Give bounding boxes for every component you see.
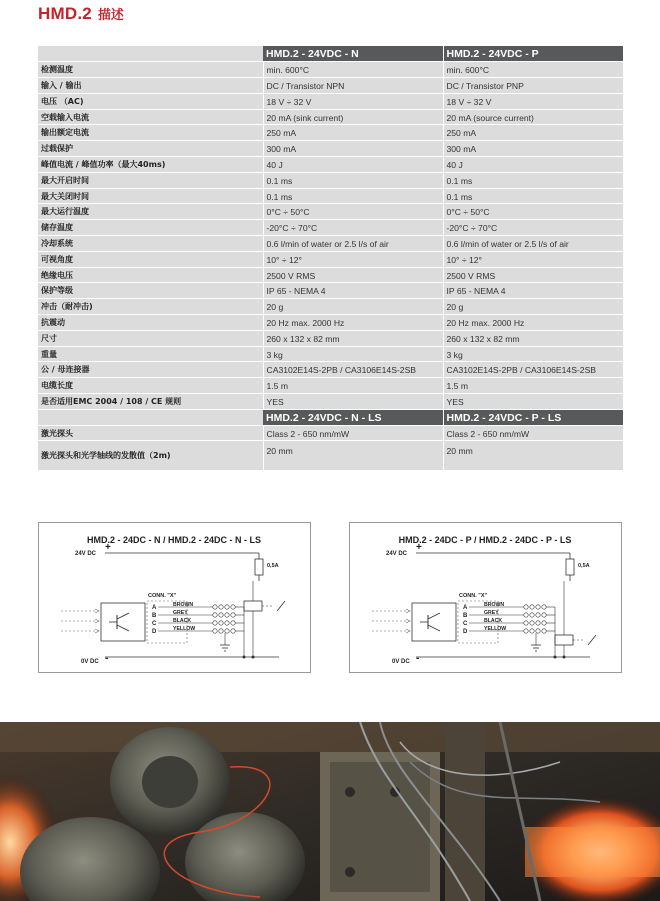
pin-label: C bbox=[463, 621, 468, 627]
pin-label: C bbox=[152, 621, 157, 627]
terminal-icon bbox=[530, 605, 534, 609]
table-row bbox=[38, 283, 623, 299]
terminal-icon bbox=[524, 621, 528, 625]
row-label: 最大关闭时间 bbox=[38, 188, 263, 204]
arrow-icon bbox=[406, 619, 410, 623]
value-p: 20 mm bbox=[443, 441, 623, 471]
value-p: 3 kg bbox=[443, 346, 623, 362]
wire-color-label: BLACK bbox=[173, 618, 192, 624]
arrow-icon bbox=[406, 629, 410, 633]
row-label: 绝缘电压 bbox=[38, 267, 263, 283]
value-p: -20°C ÷ 70°C bbox=[443, 220, 623, 236]
row-label: 检测温度 bbox=[38, 62, 263, 78]
arrow-icon bbox=[95, 629, 99, 633]
arrow-icon bbox=[406, 609, 410, 613]
terminal-icon bbox=[542, 621, 546, 625]
value-n: 300 mA bbox=[263, 141, 443, 157]
diagram-title: HMD.2 - 24DC - N / HMD.2 - 24DC - N - LS bbox=[86, 535, 262, 545]
value-n: 20 Hz max. 2000 Hz bbox=[263, 315, 443, 331]
row-label: 可视角度 bbox=[38, 251, 263, 267]
label-24v: 24V DC bbox=[386, 551, 408, 557]
wire-color-label: BROWN bbox=[173, 602, 194, 608]
terminal-icon bbox=[231, 621, 235, 625]
ls-column-header-n: HMD.2 - 24VDC - N - LS bbox=[263, 409, 443, 425]
wire-color-label: GREY bbox=[173, 610, 188, 616]
transistor-collector bbox=[428, 613, 440, 619]
value-p: 40 J bbox=[443, 157, 623, 173]
table-row bbox=[38, 330, 623, 346]
pin-label: A bbox=[152, 605, 157, 611]
transistor-emitter bbox=[117, 625, 129, 631]
wire-color-label: YELLOW bbox=[173, 626, 196, 632]
value-n: min. 600°C bbox=[263, 62, 443, 78]
value-n: 0.6 l/min of water or 2.5 l/s of air bbox=[263, 236, 443, 252]
transistor-collector bbox=[117, 613, 129, 619]
table-row bbox=[38, 394, 623, 410]
row-label: 冷却系统 bbox=[38, 236, 263, 252]
table-row bbox=[38, 362, 623, 378]
value-p: 0°C ÷ 50°C bbox=[443, 204, 623, 220]
value-p: min. 600°C bbox=[443, 62, 623, 78]
value-p: 300 mA bbox=[443, 141, 623, 157]
value-p: 20 mA (source current) bbox=[443, 109, 623, 125]
table-header bbox=[38, 46, 623, 62]
table-row bbox=[38, 236, 623, 252]
terminal-icon bbox=[530, 613, 534, 617]
ls-column-header-p: HMD.2 - 24VDC - P - LS bbox=[443, 409, 623, 425]
table-row bbox=[38, 109, 623, 125]
value-n: 40 J bbox=[263, 157, 443, 173]
photo-illustration bbox=[0, 722, 660, 901]
terminal-icon bbox=[536, 621, 540, 625]
row-label: 尺寸 bbox=[38, 330, 263, 346]
wire-color-label: BLACK bbox=[484, 618, 503, 624]
label-0v: 0V DC bbox=[81, 659, 99, 665]
terminal-icon bbox=[219, 621, 223, 625]
plus-sign: + bbox=[416, 542, 422, 553]
row-label: 最大运行温度 bbox=[38, 204, 263, 220]
table-row bbox=[38, 425, 623, 441]
connector-label: CONN. "X" bbox=[148, 593, 177, 599]
table-row bbox=[38, 62, 623, 78]
fuse-icon bbox=[255, 559, 263, 575]
value-n: 20 mm bbox=[263, 441, 443, 471]
title-model: HMD.2 bbox=[38, 4, 92, 23]
sensor-box bbox=[412, 603, 456, 641]
table-row bbox=[38, 441, 623, 471]
value-n: 20 g bbox=[263, 299, 443, 315]
terminal-icon bbox=[524, 613, 528, 617]
value-n: 0.1 ms bbox=[263, 172, 443, 188]
value-n: 250 mA bbox=[263, 125, 443, 141]
wiring-diagram-n bbox=[38, 522, 311, 673]
value-p: 0.6 l/min of water or 2.5 l/s of air bbox=[443, 236, 623, 252]
row-label: 储存温度 bbox=[38, 220, 263, 236]
row-label: 冲击（耐冲击) bbox=[38, 299, 263, 315]
steel-mill-photo bbox=[0, 722, 660, 901]
diagram-svg bbox=[350, 523, 621, 672]
row-label: 输出额定电流 bbox=[38, 125, 263, 141]
value-n: DC / Transistor NPN bbox=[263, 78, 443, 94]
terminal-icon bbox=[542, 629, 546, 633]
connector-label: CONN. "X" bbox=[459, 593, 488, 599]
arrow-icon bbox=[95, 609, 99, 613]
table-row bbox=[38, 267, 623, 283]
terminal-icon bbox=[542, 613, 546, 617]
pin-label: B bbox=[463, 613, 468, 619]
pin-label: D bbox=[463, 629, 468, 635]
wire-color-label: YELLOW bbox=[484, 626, 507, 632]
terminal-icon bbox=[219, 613, 223, 617]
value-n: 260 x 132 x 82 mm bbox=[263, 330, 443, 346]
transistor-emitter bbox=[428, 625, 440, 631]
table-row bbox=[38, 93, 623, 109]
table-row bbox=[38, 172, 623, 188]
relay-coil-icon bbox=[244, 601, 262, 611]
value-n: 1.5 m bbox=[263, 378, 443, 394]
value-p: 260 x 132 x 82 mm bbox=[443, 330, 623, 346]
title-description: 描述 bbox=[97, 8, 124, 23]
terminal-icon bbox=[219, 629, 223, 633]
value-n: Class 2 - 650 nm/mW bbox=[263, 425, 443, 441]
value-n: 2500 V RMS bbox=[263, 267, 443, 283]
terminal-icon bbox=[530, 629, 534, 633]
header-blank bbox=[38, 409, 263, 425]
row-label: 抗震动 bbox=[38, 315, 263, 331]
value-p: 250 mA bbox=[443, 125, 623, 141]
diagram-title: HMD.2 - 24DC - P / HMD.2 - 24DC - P - LS bbox=[398, 535, 572, 545]
terminal-icon bbox=[225, 613, 229, 617]
column-header-p: HMD.2 - 24VDC - P bbox=[443, 46, 623, 62]
terminal-icon bbox=[213, 613, 217, 617]
value-p: YES bbox=[443, 394, 623, 410]
table-row bbox=[38, 251, 623, 267]
row-label: 公 / 母连接器 bbox=[38, 362, 263, 378]
pin-label: D bbox=[152, 629, 157, 635]
terminal-icon bbox=[536, 629, 540, 633]
terminal-icon bbox=[524, 629, 528, 633]
value-p: 0.1 ms bbox=[443, 172, 623, 188]
row-label: 激光探头 bbox=[38, 425, 263, 441]
row-label: 激光探头和光学轴线的发散值（2m) bbox=[38, 441, 263, 471]
table-row bbox=[38, 299, 623, 315]
table-row bbox=[38, 188, 623, 204]
wiring-diagram-p bbox=[349, 522, 622, 673]
value-p: IP 65 - NEMA 4 bbox=[443, 283, 623, 299]
row-label: 峰值电流 / 峰值功率（最大40ms) bbox=[38, 157, 263, 173]
column-header-n: HMD.2 - 24VDC - N bbox=[263, 46, 443, 62]
row-label: 是否适用EMC 2004 / 108 / CE 规则 bbox=[38, 394, 263, 410]
table-row bbox=[38, 78, 623, 94]
row-label: 保护等级 bbox=[38, 283, 263, 299]
label-24v: 24V DC bbox=[75, 551, 97, 557]
fuse-icon bbox=[566, 559, 574, 575]
value-n: IP 65 - NEMA 4 bbox=[263, 283, 443, 299]
junction-dot bbox=[563, 656, 566, 659]
fuse-label: 0,5A bbox=[578, 563, 590, 569]
minus-sign: - bbox=[105, 653, 109, 664]
value-p: 0.1 ms bbox=[443, 188, 623, 204]
row-label: 输入 / 输出 bbox=[38, 78, 263, 94]
junction-dot bbox=[243, 656, 246, 659]
junction-dot bbox=[554, 656, 557, 659]
wire-color-label: BROWN bbox=[484, 602, 505, 608]
terminal-icon bbox=[542, 605, 546, 609]
value-p: CA3102E14S-2PB / CA3106E14S-2SB bbox=[443, 362, 623, 378]
relay-contact-icon bbox=[588, 635, 596, 645]
terminal-icon bbox=[524, 605, 528, 609]
value-n: 0°C ÷ 50°C bbox=[263, 204, 443, 220]
terminal-icon bbox=[231, 629, 235, 633]
value-p: 2500 V RMS bbox=[443, 267, 623, 283]
terminal-icon bbox=[213, 621, 217, 625]
row-label: 重量 bbox=[38, 346, 263, 362]
value-n: YES bbox=[263, 394, 443, 410]
value-n: -20°C ÷ 70°C bbox=[263, 220, 443, 236]
sensor-box bbox=[101, 603, 145, 641]
terminal-icon bbox=[536, 605, 540, 609]
table-row bbox=[38, 315, 623, 331]
value-p: 10° ÷ 12° bbox=[443, 251, 623, 267]
terminal-icon bbox=[231, 613, 235, 617]
table-row bbox=[38, 125, 623, 141]
row-label: 电缆长度 bbox=[38, 378, 263, 394]
row-label: 空载输入电流 bbox=[38, 109, 263, 125]
value-p: 20 Hz max. 2000 Hz bbox=[443, 315, 623, 331]
table-row bbox=[38, 220, 623, 236]
header-blank bbox=[38, 46, 263, 62]
pin-label: B bbox=[152, 613, 157, 619]
terminal-icon bbox=[225, 605, 229, 609]
terminal-icon bbox=[213, 605, 217, 609]
value-p: Class 2 - 650 nm/mW bbox=[443, 425, 623, 441]
page-title bbox=[38, 4, 124, 26]
row-label: 过载保护 bbox=[38, 141, 263, 157]
table-row bbox=[38, 157, 623, 173]
plus-sign: + bbox=[105, 542, 111, 553]
diagram-svg bbox=[39, 523, 310, 672]
spec-table bbox=[38, 46, 623, 471]
ls-table-header bbox=[38, 409, 623, 425]
row-label: 电压 （AC) bbox=[38, 93, 263, 109]
value-p: 20 g bbox=[443, 299, 623, 315]
value-p: 1.5 m bbox=[443, 378, 623, 394]
value-n: CA3102E14S-2PB / CA3106E14S-2SB bbox=[263, 362, 443, 378]
terminal-icon bbox=[530, 621, 534, 625]
terminal-icon bbox=[213, 629, 217, 633]
pin-label: A bbox=[463, 605, 468, 611]
label-0v: 0V DC bbox=[392, 659, 410, 665]
value-n: 0.1 ms bbox=[263, 188, 443, 204]
terminal-icon bbox=[225, 629, 229, 633]
value-n: 18 V ÷ 32 V bbox=[263, 93, 443, 109]
terminal-icon bbox=[536, 613, 540, 617]
junction-dot bbox=[252, 656, 255, 659]
value-n: 10° ÷ 12° bbox=[263, 251, 443, 267]
table-row bbox=[38, 346, 623, 362]
table-row bbox=[38, 204, 623, 220]
row-label: 最大开启时间 bbox=[38, 172, 263, 188]
terminal-icon bbox=[231, 605, 235, 609]
terminal-icon bbox=[225, 621, 229, 625]
arrow-icon bbox=[95, 619, 99, 623]
value-n: 20 mA (sink current) bbox=[263, 109, 443, 125]
table-row bbox=[38, 141, 623, 157]
value-p: 18 V ÷ 32 V bbox=[443, 93, 623, 109]
value-n: 3 kg bbox=[263, 346, 443, 362]
minus-sign: - bbox=[416, 653, 420, 664]
value-p: DC / Transistor PNP bbox=[443, 78, 623, 94]
table-row bbox=[38, 378, 623, 394]
terminal-icon bbox=[219, 605, 223, 609]
relay-contact-icon bbox=[277, 601, 285, 611]
relay-coil-icon bbox=[555, 635, 573, 645]
fuse-label: 0,5A bbox=[267, 563, 279, 569]
wire-color-label: GREY bbox=[484, 610, 499, 616]
